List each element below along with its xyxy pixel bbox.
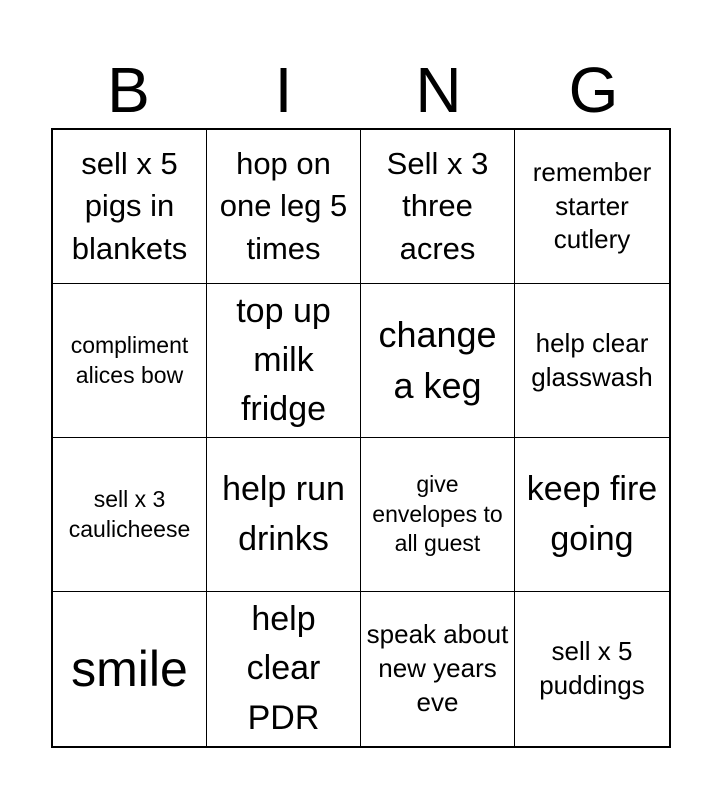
cell-text: compliment alices bow [70,332,189,388]
bingo-card [51,128,671,748]
header-letter-b: B [107,54,150,126]
bingo-header [51,52,671,128]
bingo-cell[interactable] [207,284,361,438]
bingo-cell[interactable] [515,592,669,746]
cell-text: sell x 3 caulicheese [68,486,191,542]
bingo-cell[interactable] [207,592,361,746]
cell-text: speak about new years eve [366,619,509,717]
cell-text: keep fire going [526,470,658,558]
bingo-cell[interactable] [361,130,515,284]
cell-text: change a keg [378,314,497,406]
cell-text: help run drinks [222,470,345,558]
bingo-cell[interactable] [361,284,515,438]
header-letter-i: I [274,54,293,126]
bingo-cell[interactable] [515,284,669,438]
bingo-cell[interactable] [361,438,515,592]
cell-text: top up milk fridge [236,291,331,429]
cell-text: smile [71,641,188,697]
cell-text: help clear PDR [246,600,321,737]
bingo-cell[interactable] [53,284,207,438]
bingo-cell[interactable] [53,130,207,284]
header-letter-g: G [568,54,619,126]
bingo-cell[interactable] [53,438,207,592]
cell-text: hop on one leg 5 times [219,146,348,266]
cell-text: give envelopes to all guest [372,471,503,557]
bingo-cell[interactable] [53,592,207,746]
bingo-cell[interactable] [361,592,515,746]
cell-text: remember starter cutlery [532,156,652,255]
bingo-cell[interactable] [515,438,669,592]
cell-text: sell x 5 pigs in blankets [71,146,188,266]
cell-text: help clear glasswash [531,327,653,392]
bingo-cell[interactable] [515,130,669,284]
header-letter-n: N [415,54,462,126]
bingo-cell[interactable] [207,130,361,284]
bingo-cell[interactable] [207,438,361,592]
cell-text: Sell x 3 three acres [386,146,489,266]
cell-text: sell x 5 puddings [539,636,645,700]
